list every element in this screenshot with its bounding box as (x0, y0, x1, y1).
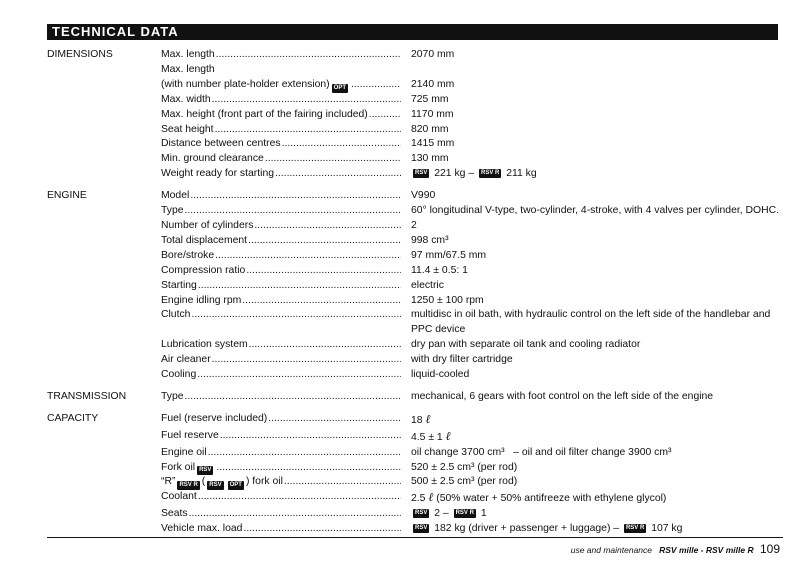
spec-label: (with number plate-holder extension) (161, 78, 330, 90)
spec-value: oil change 3700 cm³ – oil and oil filter change 3900 cm³ (411, 446, 672, 458)
spec-label: Clutch (161, 309, 191, 321)
spec-row (161, 308, 783, 338)
rsv-badge: RSV (415, 524, 428, 531)
spec-label: ( (201, 476, 206, 488)
spec-value: liquid-cooled (411, 369, 470, 381)
spec-label: Seats (161, 508, 188, 520)
rsv-badge: RSV (199, 467, 212, 474)
section-dimensions (47, 48, 783, 182)
spec-label: Engine oil (161, 446, 207, 458)
spec-value: multidisc in oil bath, with hydraulic control on the left side of the handlebar and PPC device (411, 309, 771, 336)
value-part: 18 (411, 414, 423, 426)
liter-icon: ℓ (445, 428, 451, 443)
spec-label: Number of cylinders (161, 219, 254, 231)
spec-value: 520 ± 2.5 cm³ (per rod) (411, 461, 518, 473)
spec-row (161, 93, 783, 108)
value-part: 2 – (434, 508, 449, 520)
spec-value: 1415 mm (411, 138, 455, 150)
spec-value (401, 412, 783, 429)
spec-value: V990 (411, 190, 436, 202)
value-part: 4.5 ± 1 (411, 431, 443, 443)
spec-label: Max. width (161, 93, 211, 105)
spec-value: 2140 mm (411, 78, 455, 90)
spec-value: electric (411, 279, 444, 291)
spec-row (161, 294, 783, 309)
spec-label: Max. height (front part of the fairing included) (161, 108, 368, 120)
spec-label: Type (161, 390, 184, 402)
spec-row (161, 48, 783, 63)
spec-label: Type (161, 205, 184, 217)
spec-label: Starting (161, 279, 197, 291)
spec-value: 97 mm/67.5 mm (411, 249, 487, 261)
value-part: 1 (480, 508, 487, 520)
spec-value (401, 507, 783, 522)
spec-label: Vehicle max. load (161, 523, 243, 535)
spec-row (161, 507, 783, 522)
spec-row (161, 390, 783, 405)
value-part: 182 kg (driver + passenger + luggage) – (434, 523, 620, 535)
value-part: (50% water + 50% antifreeze with ethylene glycol) (436, 493, 667, 505)
page-number: 109 (759, 542, 780, 556)
value-part: 107 kg (651, 523, 683, 535)
spec-value: 11.4 ± 0.5: 1 (411, 264, 468, 276)
spec-row (161, 234, 783, 249)
section-transmission (47, 390, 783, 405)
spec-value: 1170 mm (411, 108, 454, 120)
spec-row (161, 279, 783, 294)
page-footer (571, 542, 780, 556)
spec-value: 820 mm (411, 123, 449, 135)
spec-value: 1250 ± 100 rpm (411, 294, 484, 306)
spec-value (401, 429, 783, 446)
spec-label: Air cleaner (161, 354, 211, 366)
spec-label: Min. ground clearance (161, 153, 264, 165)
spec-value (401, 522, 783, 537)
spec-row (161, 108, 783, 123)
rsvr-badge: RSV R (481, 170, 500, 176)
spec-value: 998 cm³ (411, 234, 449, 246)
spec-row (161, 429, 783, 446)
rsvr-badge: RSV R (625, 524, 645, 531)
spec-row (161, 475, 783, 490)
opt-badge: OPT (333, 84, 346, 91)
spec-value: 2070 mm (411, 49, 455, 60)
spec-label: Seat height (161, 123, 214, 135)
spec-value: 2 (411, 219, 417, 231)
spec-row (161, 338, 783, 353)
section-capacity (47, 412, 783, 537)
rsvr-badge: RSV R (455, 510, 474, 517)
value-part: 2.5 (411, 493, 426, 505)
spec-label: Compression ratio (161, 264, 246, 276)
spec-label: Total displacement (161, 234, 248, 246)
spec-label: Weight ready for starting (161, 168, 275, 180)
spec-row (161, 264, 783, 279)
footer-text: use and maintenance (570, 545, 653, 555)
liter-icon: ℓ (428, 490, 434, 505)
opt-badge: OPT (229, 482, 242, 489)
spec-value: 60° longitudinal V-type, two-cylinder, 4-stroke, with 4 valves per cylinder, DOHC. (411, 205, 779, 217)
rsv-badge: RSV (415, 510, 428, 517)
spec-row (161, 189, 783, 204)
spec-label: Fork oil (161, 461, 196, 473)
spec-row (161, 461, 783, 476)
spec-label: Cooling (161, 369, 197, 381)
spec-row (161, 219, 783, 234)
page-title: TECHNICAL DATA (52, 24, 179, 39)
value-part: 211 kg (506, 168, 537, 180)
spec-row (161, 167, 783, 182)
rsvr-badge: RSV R (179, 482, 198, 489)
spec-label: “R” (161, 476, 176, 488)
rsv-badge: RSV (209, 482, 222, 489)
spec-sections (47, 48, 783, 537)
spec-row (161, 522, 783, 537)
spec-row (161, 412, 783, 429)
spec-label: Fuel reserve (161, 429, 219, 441)
spec-label: Max. length (161, 63, 215, 75)
section-title: DIMENSIONS (47, 49, 113, 60)
spec-value (401, 490, 783, 507)
spec-label: ) fork oil (245, 476, 283, 488)
spec-label: Lubrication system (161, 339, 248, 351)
footer-model: RSV mille - RSV mille R (659, 545, 754, 555)
spec-value: dry pan with separate oil tank and cooling radiator (411, 339, 641, 351)
spec-label: Fuel (reserve included) (161, 412, 268, 424)
spec-row (161, 123, 783, 138)
spec-row (161, 490, 783, 507)
spec-value: with dry filter cartridge (411, 354, 513, 366)
value-part: 221 kg – (434, 168, 475, 180)
spec-row (161, 353, 783, 368)
section-title: TRANSMISSION (47, 390, 127, 402)
spec-value: 725 mm (411, 93, 449, 105)
spec-row (161, 152, 783, 167)
section-engine (47, 189, 783, 383)
spec-label: Bore/stroke (161, 249, 215, 261)
spec-value: mechanical, 6 gears with foot control on the left side of the engine (411, 390, 714, 402)
spec-label: Distance between centres (161, 138, 281, 150)
spec-row (161, 249, 783, 264)
spec-value (401, 167, 783, 182)
rsv-badge: RSV (415, 170, 428, 176)
spec-label: Model (161, 190, 190, 202)
section-title: ENGINE (47, 190, 87, 202)
spec-value: 500 ± 2.5 cm³ (per rod) (411, 476, 518, 488)
spec-row (161, 368, 783, 383)
footer-divider (47, 537, 783, 538)
section-title: CAPACITY (47, 412, 99, 424)
spec-label: Engine idling rpm (161, 294, 242, 306)
spec-value: 130 mm (411, 153, 449, 165)
title-bar (47, 24, 778, 40)
spec-row (161, 63, 783, 93)
liter-icon: ℓ (425, 411, 431, 426)
spec-label: Coolant (161, 491, 197, 503)
spec-label: Max. length (161, 49, 215, 60)
spec-row (161, 204, 783, 219)
spec-row (161, 446, 783, 461)
spec-row (161, 137, 783, 152)
